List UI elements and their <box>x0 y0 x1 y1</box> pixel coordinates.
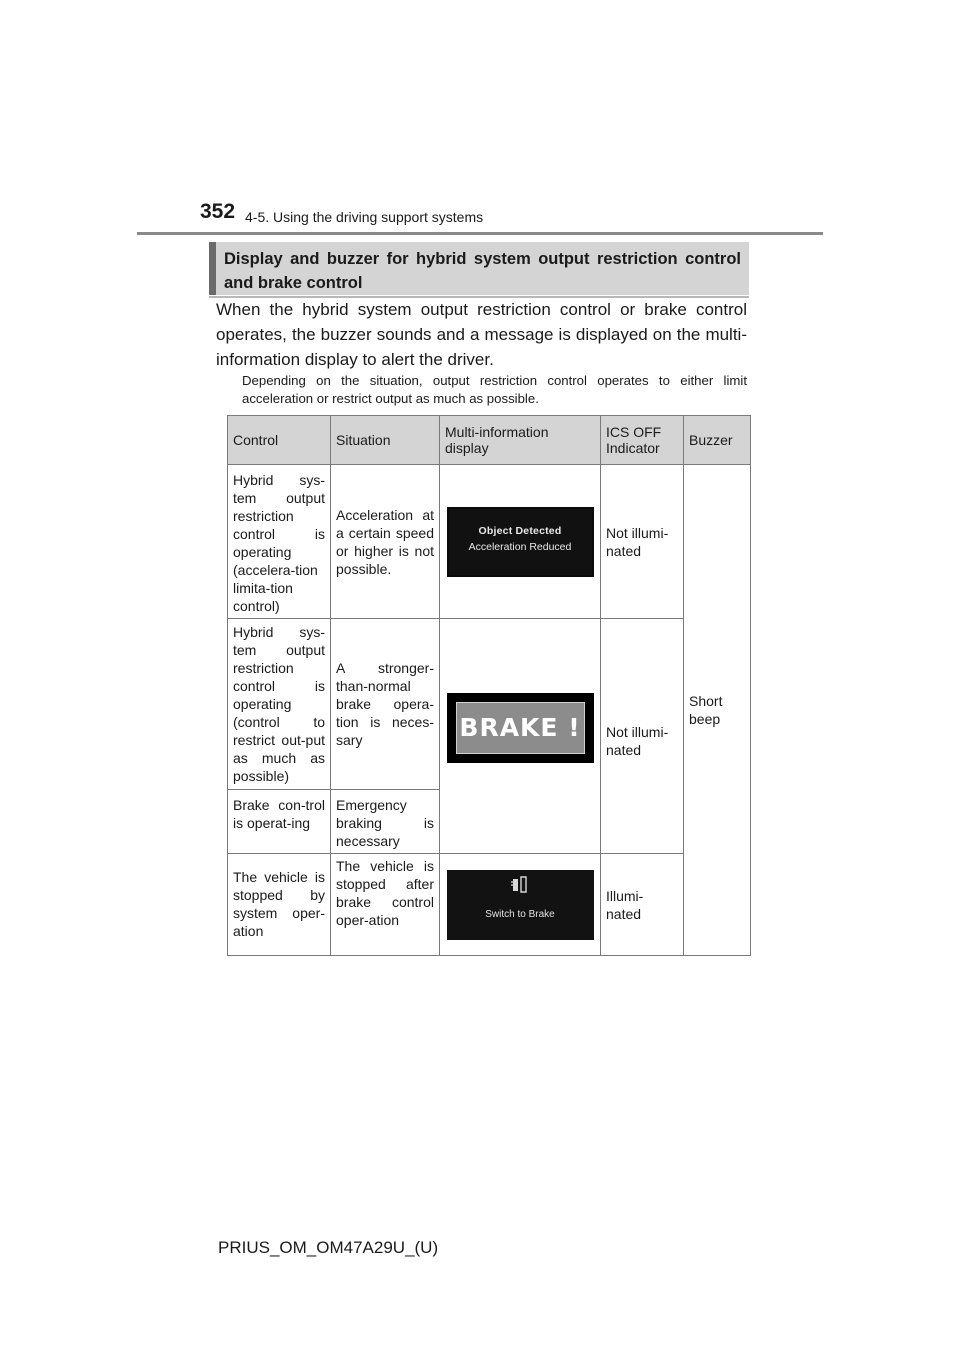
cell-buzzer: Short beep <box>684 465 751 956</box>
cell-control: The vehicle is stopped by system oper-ation <box>228 854 331 956</box>
header-control: Control <box>228 416 331 465</box>
cell-control: Hybrid sys-tem output restriction control is operating (control to restrict out-put as much as possible) <box>228 619 331 790</box>
note-paragraph: Depending on the situation, output restriction control operates to either limit acceleration or restrict output as much as possible. <box>242 373 747 406</box>
cell-situation: A stronger-than-normal brake opera-tion is neces-sary <box>331 619 440 790</box>
screen-line: Object Detected <box>478 524 562 537</box>
cell-display <box>440 619 601 854</box>
running-header: 4-5. Using the driving support systems <box>245 209 484 225</box>
table-row <box>228 619 751 790</box>
header-buzzer: Buzzer <box>684 416 751 465</box>
header-divider <box>137 232 823 235</box>
intro-paragraph: When the hybrid system output restriction control or brake control operates, the buzzer sounds and a message is displayed on the multi-information display to alert the driver. <box>216 300 747 369</box>
cell-indicator: Illumi-nated <box>601 854 684 956</box>
table-row <box>228 465 751 619</box>
header-display: Multi-information display <box>440 416 601 465</box>
table-header-row <box>228 416 751 465</box>
header-indicator: ICS OFF Indicator <box>601 416 684 465</box>
cell-display <box>440 465 601 619</box>
header-situation: Situation <box>331 416 440 465</box>
display-buzzer-table <box>227 415 751 956</box>
table-row <box>228 854 751 956</box>
object-detected-screen <box>447 507 594 577</box>
cell-indicator: Not illumi-nated <box>601 465 684 619</box>
brake-warning-text: BRAKE ! <box>456 702 585 754</box>
document-code: PRIUS_OM_OM47A29U_(U) <box>218 1238 439 1257</box>
screen-line: Acceleration Reduced <box>468 540 572 553</box>
cell-control: Hybrid sys-tem output restriction control is operating (accelera-tion limita-tion control) <box>228 465 331 619</box>
cell-control: Brake con-trol is operat-ing <box>228 790 331 854</box>
cell-situation: The vehicle is stopped after brake control oper-ation <box>331 854 440 956</box>
cell-situation: Acceleration at a certain speed or higher is not possible. <box>331 465 440 619</box>
pedal-icon <box>509 876 531 896</box>
cell-indicator: Not illumi-nated <box>601 619 684 854</box>
section-heading: Display and buzzer for hybrid system output restriction control and brake control <box>209 242 749 295</box>
cell-display <box>440 854 601 956</box>
switch-to-brake-screen <box>447 870 594 940</box>
brake-warning-screen <box>447 693 594 763</box>
page-number: 352 <box>200 200 236 223</box>
switch-to-brake-text: Switch to Brake <box>485 908 555 920</box>
cell-situation: Emergency braking is necessary <box>331 790 440 854</box>
